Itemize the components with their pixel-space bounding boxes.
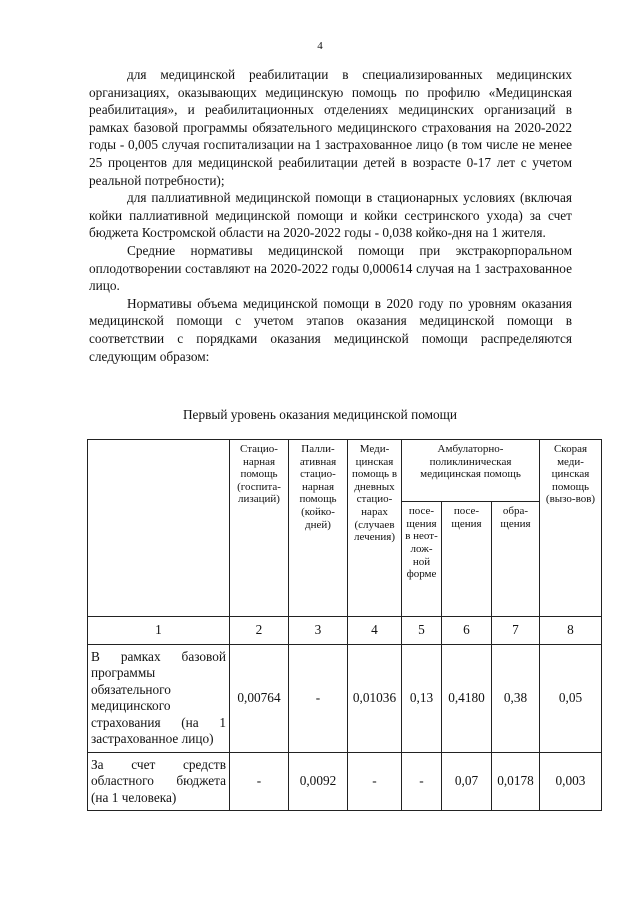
column-number: 2 (230, 617, 289, 645)
table-cell: 0,01036 (348, 644, 402, 752)
table-cell: 0,0178 (492, 752, 540, 811)
norms-table (87, 439, 602, 811)
header-ambulance: Скорая меди-цинская помощь (вызо-вов) (540, 440, 602, 617)
table-cell: 0,05 (540, 644, 602, 752)
table-cell: 0,13 (402, 644, 442, 752)
header-outpatient-urgent: посе-щения в неот-лож-ной форме (402, 502, 442, 617)
row-label-oms: В рамках базовой программы обязательного медицинского страхования (на 1 застрахованное лицо) (88, 644, 230, 752)
body-text (89, 66, 572, 365)
table-row (88, 752, 602, 811)
table-row (88, 644, 602, 752)
table-caption: Первый уровень оказания медицинской помощи (182, 407, 458, 422)
table-cell: - (402, 752, 442, 811)
table-cell: 0,00764 (230, 644, 289, 752)
column-number: 4 (348, 617, 402, 645)
paragraph-rehabilitation: для медицинской реабилитации в специализированных медицинских организациях, оказывающих медицинскую помощь по профилю «Медицинская реабилитация», и реабилитационных отделениях медицинских организаций в рамках базовой программы обязательного медицинского страхования на 2020-2022 годы - 0,005 случая госпитализации на 1 застрахованное лицо (в том числе не менее 25 процентов для медицинской реабилитации детей в возрасте 0-17 лет с учетом реальной потребности); (89, 67, 572, 188)
header-palliative: Палли-ативная стацио-нарная помощь (койко-дней) (289, 440, 348, 617)
paragraph-palliative: для паллиативной медицинской помощи в стационарных условиях (включая койки паллиативной медицинской помощи и койки сестринского ухода) за счет бюджета Костромской области на 2020-2022 годы - 0,038 койко-дня на 1 жителя. (89, 190, 572, 241)
table-cell: 0,38 (492, 644, 540, 752)
table-cell: - (289, 644, 348, 752)
paragraph-norms-intro: Нормативы объема медицинской помощи в 2020 году по уровням оказания медицинской помощи с учетом этапов оказания медицинской помощи в соответствии с порядками оказания медицинской помощи распределяются следующим образом: (89, 295, 572, 364)
header-outpatient-visits: посе-щения (442, 502, 492, 617)
column-number-row (88, 617, 602, 645)
header-day-hospital: Меди-цинская помощь в дневных стацио-нарах (случаев лечения) (348, 440, 402, 617)
table-cell: 0,003 (540, 752, 602, 811)
table-cell: - (230, 752, 289, 811)
column-number: 8 (540, 617, 602, 645)
column-number: 1 (88, 617, 230, 645)
header-outpatient-group: Амбулаторно-поликлиническая медицинская помощь (402, 440, 540, 502)
header-empty-cell (88, 440, 230, 617)
row-label-regional-budget: За счет средств областного бюджета (на 1 человека) (88, 752, 230, 811)
header-outpatient-appeals: обра-щения (492, 502, 540, 617)
table-cell: 0,0092 (289, 752, 348, 811)
column-number: 7 (492, 617, 540, 645)
column-number: 3 (289, 617, 348, 645)
paragraph-ivf: Средние нормативы медицинской помощи при экстракорпоральном оплодотворении составляют на 2020-2022 годы 0,000614 случая на 1 застрахованное лицо. (89, 242, 572, 294)
page-number: 4 (317, 40, 323, 52)
table-cell: 0,07 (442, 752, 492, 811)
table-cell: - (348, 752, 402, 811)
header-inpatient: Стацио-нарная помощь (госпита-лизаций) (230, 440, 289, 617)
column-number: 6 (442, 617, 492, 645)
column-number: 5 (402, 617, 442, 645)
table-cell: 0,4180 (442, 644, 492, 752)
